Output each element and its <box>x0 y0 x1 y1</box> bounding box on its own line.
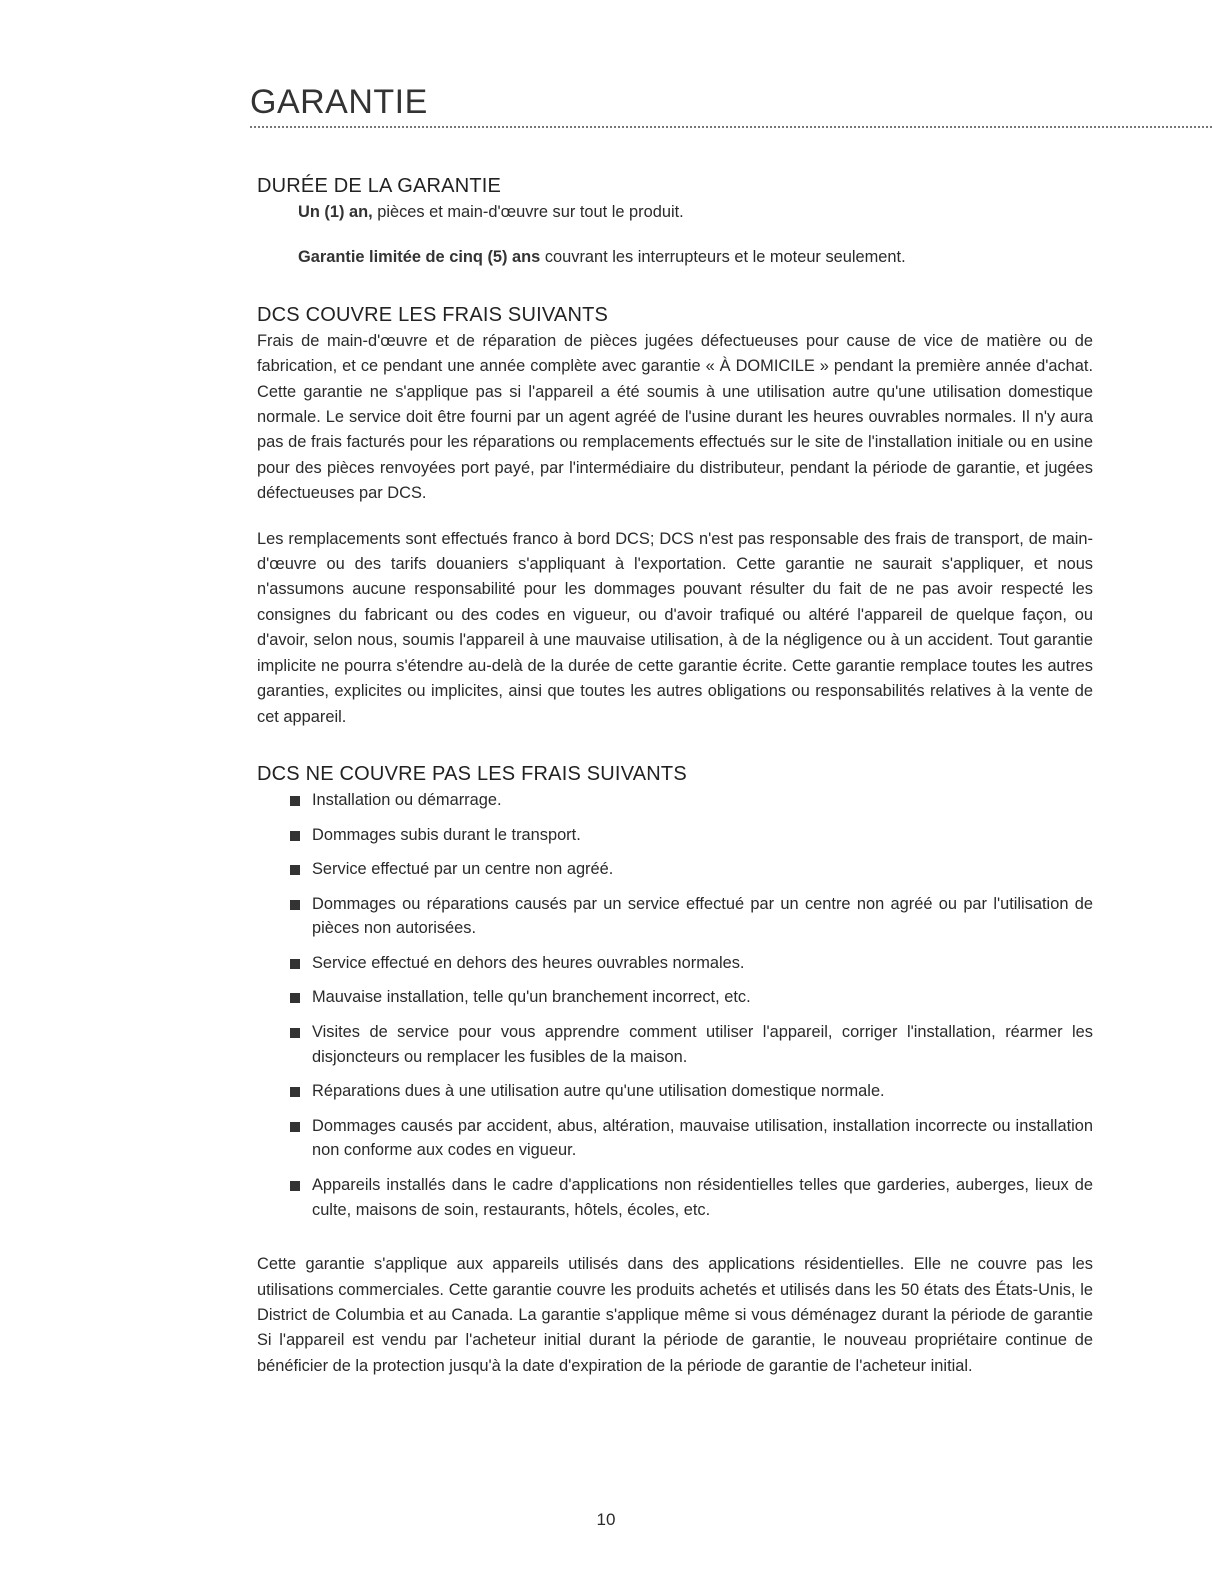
list-item <box>257 1173 1093 1222</box>
content <box>257 172 1093 1379</box>
list-item-text: Mauvaise installation, telle qu'un branchement incorrect, etc. <box>312 988 751 1007</box>
list-item <box>257 1114 1093 1163</box>
section-heading-ne-couvre-pas: DCS NE COUVRE PAS LES FRAIS SUIVANTS <box>257 762 687 785</box>
list-item-text: Dommages ou réparations causés par un service effectué par un centre non agréé ou par l'utilisation de pièces non autorisées. <box>312 894 1093 938</box>
duree-line-1-text: pièces et main-d'œuvre sur tout le produit. <box>372 203 684 221</box>
list-item-text: Dommages subis durant le transport. <box>312 825 581 844</box>
square-bullet-icon <box>290 865 300 875</box>
list-item-text: Service effectué par un centre non agréé. <box>312 860 614 879</box>
square-bullet-icon <box>290 1087 300 1097</box>
list-item-text: Réparations dues à une utilisation autre qu'une utilisation domestique normale. <box>312 1082 885 1101</box>
section-duree <box>257 172 1093 271</box>
square-bullet-icon <box>290 1181 300 1191</box>
list-item-text: Installation ou démarrage. <box>312 790 502 809</box>
duree-line-2-bold: Garantie limitée de cinq (5) ans <box>298 248 541 267</box>
exclusions-list <box>257 788 1093 1222</box>
page-number: 10 <box>596 1510 616 1529</box>
square-bullet-icon <box>290 1028 300 1038</box>
section-couvre <box>257 301 1093 730</box>
list-item-text: Visites de service pour vous apprendre comment utiliser l'appareil, corriger l'installation, réarmer les disjoncteurs ou remplacer les fusibles de la maison. <box>312 1023 1093 1066</box>
list-item <box>257 985 1093 1010</box>
closing-paragraph: Cette garantie s'applique aux appareils utilisés dans des applications résidentielles. Elle ne couvre pas les utilisations commerciales. Cette garantie couvre les produits achetés et utilisés dans les 50 états des États-Unis, le District de Columbia et au Canada. La garantie s'applique même si vous déménagez durant la période de garantie Si l'appareil est vendu par l'acheteur initial durant la période de garantie, le nouveau propriétaire continue de bénéficier de la protection jusqu'à la date d'expiration de la période de garantie de l'acheteur initial. <box>257 1255 1093 1375</box>
title-rule <box>250 82 1212 128</box>
list-item-text: Appareils installés dans le cadre d'applications non résidentielles telles que garderies, auberges, lieux de culte, maisons de soin, restaurants, hôtels, écoles, etc. <box>312 1176 1093 1219</box>
list-item-text: Service effectué en dehors des heures ouvrables normales. <box>312 953 745 972</box>
square-bullet-icon <box>290 959 300 969</box>
square-bullet-icon <box>290 900 300 910</box>
list-item <box>257 892 1093 941</box>
list-item-text: Dommages causés par accident, abus, altération, mauvaise utilisation, installation incorrecte ou installation non conforme aux codes en vigueur. <box>312 1116 1093 1160</box>
square-bullet-icon <box>290 1122 300 1132</box>
duree-line-2 <box>257 245 1093 270</box>
list-item <box>257 1079 1093 1104</box>
square-bullet-icon <box>290 993 300 1003</box>
square-bullet-icon <box>290 796 300 806</box>
section-heading-couvre: DCS COUVRE LES FRAIS SUIVANTS <box>257 303 609 326</box>
list-item <box>257 1020 1093 1069</box>
list-item <box>257 857 1093 882</box>
section-heading-duree: DURÉE DE LA GARANTIE <box>257 175 502 197</box>
list-item <box>257 823 1093 848</box>
section-ne-couvre-pas <box>257 760 1093 1222</box>
square-bullet-icon <box>290 831 300 841</box>
list-item <box>257 788 1093 813</box>
couvre-paragraph-1: Frais de main-d'œuvre et de réparation de pièces jugées défectueuses pour cause de vice de matière ou de fabrication, et ce pendant une année complète avec garantie « À DOMICILE » pendant la première année d'achat. Cette garantie ne s'applique pas si l'appareil a été soumis à une utilisation autre qu'une utilisation domestique normale. Le service doit être fourni par un agent agréé de l'usine durant les heures ouvrables normales. Il n'y aura pas de frais facturés pour les réparations ou remplacements effectués sur le site de l'installation initiale ou en usine pour des pièces renvoyées port payé, par l'intermédiaire du distributeur, pendant la période de garantie, et jugées défectueuses par DCS. <box>257 331 1093 503</box>
duree-line-1-bold: Un (1) an, <box>298 203 373 221</box>
couvre-paragraph-2: Les remplacements sont effectués franco à bord DCS; DCS n'est pas responsable des frais de transport, de main-d'œuvre ou des tarifs douaniers s'appliquant à l'exportation. Cette garantie ne saurait s'appliquer, et nous n'assumons aucune responsabilité pour les dommages pouvant résulter du fait de ne pas avoir respecté les consignes du fabricant ou des codes en vigueur, ou d'avoir trafiqué ou altéré l'appareil de quelque façon, ou d'avoir, selon nous, soumis l'appareil à une mauvaise utilisation, à de la négligence ou à un accident. Tout garantie implicite ne pourra s'étendre au-delà de la durée de cette garantie écrite. Cette garantie remplace toutes les autres garanties, explicites ou implicites, ainsi que toutes les autres obligations ou responsabilités relatives à la vente de cet appareil. <box>257 529 1093 726</box>
page-title: GARANTIE <box>250 83 428 121</box>
duree-line-2-text: couvrant les interrupteurs et le moteur seulement. <box>540 248 906 267</box>
duree-line-1 <box>257 200 1093 225</box>
list-item <box>257 951 1093 976</box>
